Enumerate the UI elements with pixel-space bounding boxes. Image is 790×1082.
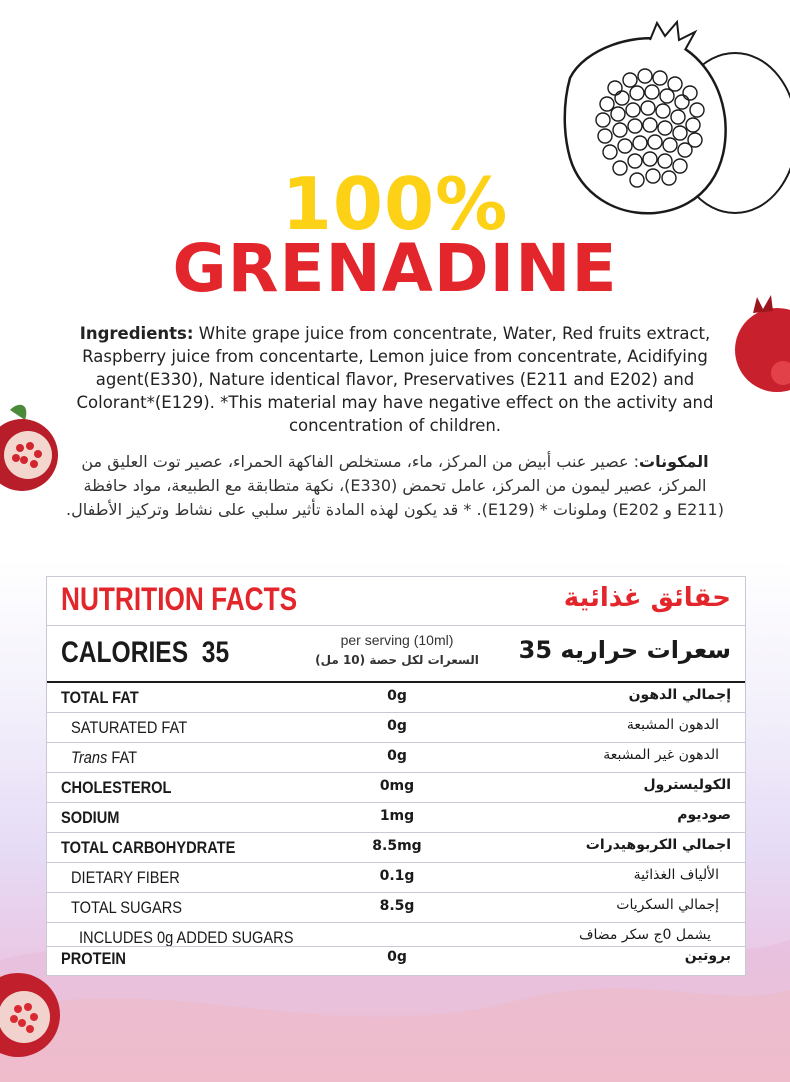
nutrient-label-ar: الدهون المشبعة [626,717,719,733]
nutrient-label-en: PROTEIN [61,949,126,968]
nutrient-value: 0g [387,718,407,734]
nutrient-label-ar: بروتين [684,948,731,964]
nutrient-row-sodium [47,803,745,832]
nutrient-label-en: CHOLESTEROL [61,778,172,797]
nutrient-label-en: INCLUDES 0g ADDED SUGARS [79,928,294,947]
nutrient-label-en: Trans FAT [71,748,138,767]
nutrient-label-en: TOTAL FAT [61,688,139,707]
nutrient-label-ar: إجمالي الدهون [628,687,731,703]
calories-row [47,626,745,680]
pomegranate-fruit-icon [0,400,62,500]
calories-ar: سعرات حراريه 35 [518,636,731,664]
nutrient-value: 0g [387,949,407,965]
nutrient-label-ar: الألياف الغذائية [633,867,719,883]
nutrient-label-ar: صوديوم [677,807,731,823]
nutrient-value: 0g [387,748,407,764]
nutrient-label-ar: الكوليسترول [643,777,731,793]
nutrient-value: 0g [387,688,407,704]
nutrient-value: 0mg [379,778,415,794]
serving-en: per serving (10ml) [340,632,454,648]
nutrient-label-en: TOTAL SUGARS [71,898,183,917]
ingredients-label-en: Ingredients: [79,324,194,343]
nutrient-row-cholesterol [47,773,745,802]
title-product-name: GRENADINE [172,230,618,307]
nutrition-header [47,577,745,625]
ingredients-text-en: White grape juice from concentrate, Water, Red fruits extract, Raspberry juice from concentarte, Lemon juice from concentrate, Acidifying agent(E330), Nature identical flavor, Preservatives (E211 and E202) and Colorant*(E129). *This material may have negative effect on the activity and concentration of children. [76,324,714,435]
nutrition-facts-panel [46,576,746,976]
serving-ar: السعرات لكل حصة (10 مل) [315,653,479,667]
nutrient-value: 8.5mg [372,838,422,854]
nutrient-row-dietary-fiber [47,863,745,892]
nutrient-row-total-sugars [47,893,745,922]
nutrient-row-total-fat [47,683,745,712]
nutrient-row-protein [47,944,745,973]
nutrient-value: 0.1g [379,868,415,884]
nutrient-value: 8.5g [379,898,415,914]
nutrient-label-ar: الدهون غير المشبعة [603,747,719,763]
nutrient-value: 1mg [379,808,415,824]
nutrient-row-total-carbohydrate [47,833,745,862]
ingredients-arabic [60,450,730,522]
serving-size [287,630,507,670]
nutrition-title-en: NUTRITION FACTS [61,581,298,617]
nutrition-title-ar: حقائق غذائية [563,583,731,613]
calories-en: CALORIES 35 [61,636,230,669]
nutrient-label-ar: إجمالي السكريات [616,897,719,913]
pomegranate-fruit-icon [725,295,790,395]
ingredients-text-ar: : عصير عنب أبيض من المركز، ماء، مستخلص الفاكهة الحمراء، عصير توت العليق من المركز، عصير ليمون من المركز، عامل تحمض (E330)، نكهة متطابقة مع الطبيعة، مواد حافظة (E211 و E202) وملونات * (E129). * قد يكون لهذه المادة تأثير سلبي على نشاط وتركيز الأطفال. [66,452,724,519]
nutrient-row-trans-fat [47,743,745,772]
nutrient-label-en: TOTAL CARBOHYDRATE [61,838,236,857]
nutrient-label-en: SODIUM [61,808,120,827]
nutrient-label-ar: اجمالي الكربوهيدرات [585,837,731,853]
nutrient-row-saturated-fat [47,713,745,742]
title-percent: 100% [281,162,509,246]
ingredients-english [60,322,730,437]
nutrient-label-en: SATURATED FAT [71,718,188,737]
ingredients-label-ar: المكونات [638,452,709,471]
nutrient-label-ar: يشمل 0ج سكر مضاف [578,927,711,943]
nutrient-label-en: DIETARY FIBER [71,868,180,887]
